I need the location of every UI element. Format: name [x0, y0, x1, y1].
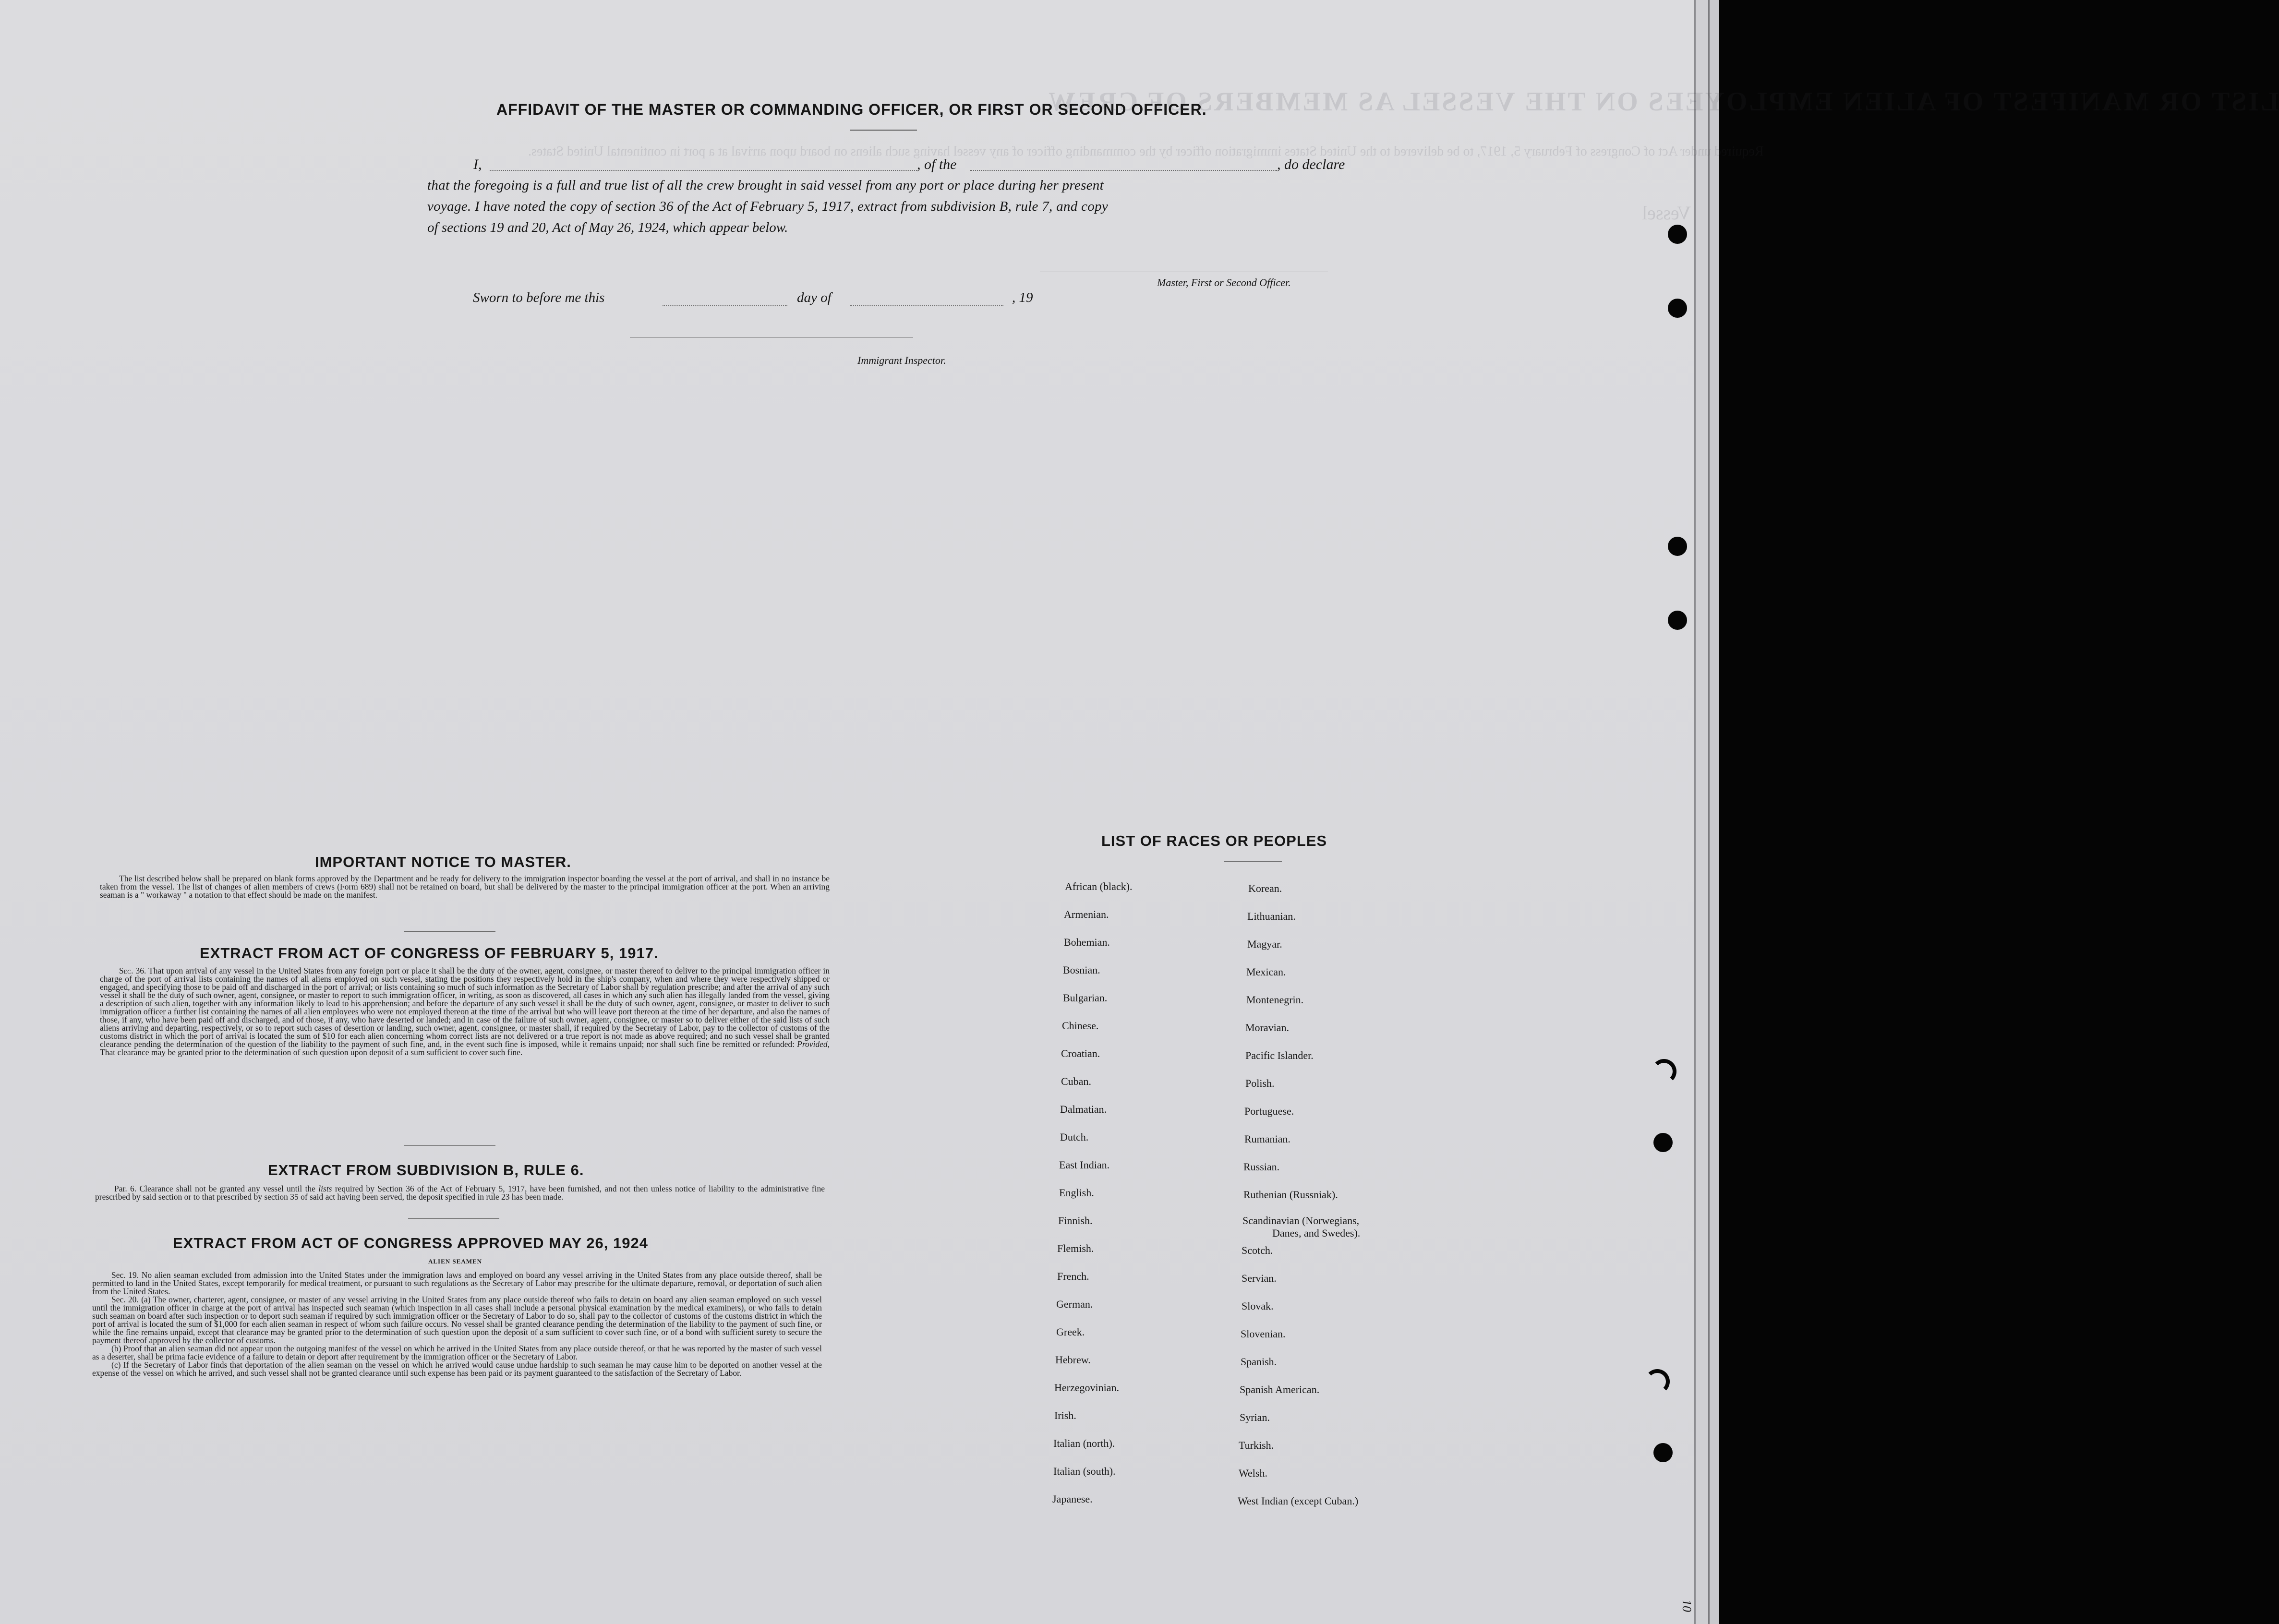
race-left-item: Bulgarian.: [1063, 992, 1108, 1004]
section-divider: [404, 931, 495, 932]
affidavit-i-label: I,: [473, 156, 482, 172]
race-right-item: Servian.: [1242, 1272, 1277, 1284]
race-left-item: English.: [1059, 1187, 1094, 1199]
margin-mark: 10: [1680, 1600, 1694, 1612]
race-right-item: Ruthenian (Russniak).: [1243, 1189, 1338, 1201]
affidavit-title: AFFIDAVIT OF THE MASTER OR COMMANDING OFFICER, OR FIRST OR SECOND OFFICER.: [496, 101, 1207, 118]
race-right-item: Moravian.: [1245, 1022, 1290, 1034]
sworn-label: Sworn to before me this: [473, 290, 605, 305]
master-signature-label: Master, First or Second Officer.: [1157, 277, 1291, 289]
name-blank: [490, 170, 917, 171]
race-left-item: East Indian.: [1059, 1159, 1110, 1171]
race-right-item: Portuguese.: [1244, 1105, 1294, 1117]
punch-hole: [1653, 1133, 1673, 1152]
section-20c-text: (c) If the Secretary of Labor finds that deportation of the alien seaman on the vessel on which he arrived would cause undue hardship to such seaman he may cause him to be deported on another vessel at the expense of the vessel on which he arrived, and such vessel shall not be granted clearance until such expense has been paid or its payment guaranteed to the satisfaction of the Secretary of Labor.: [92, 1360, 822, 1378]
page-edge: [1708, 0, 1719, 1624]
race-right-item: Slovenian.: [1241, 1328, 1286, 1340]
race-left-item: Flemish.: [1057, 1242, 1094, 1254]
extract-1924-body: [92, 1271, 822, 1377]
extract-1917-title: EXTRACT FROM ACT OF CONGRESS OF FEBRUARY 5, 1917.: [200, 945, 659, 962]
month-blank: [850, 305, 1003, 306]
affidavit-line-3: voyage. I have noted the copy of section 36 of the Act of February 5, 1917, extract from subdivision B, rule 7, and copy: [427, 199, 1109, 214]
race-left-item: Hebrew.: [1055, 1354, 1091, 1366]
section-36-text: That upon arrival of any vessel in the United States from any foreign port or place it shall be the duty of the owner, agent, consignee, or master thereof to deliver to the principal immigration officer in charge of the port of arrival lists containing the names of all aliens employed on such vessel, stating the positions they respectively hold in the ship's company, when and where they were respectively shipped or engaged, and specifying those to be paid off and discharged in the port of arrival; or lists containing so much of such information as the Secretary of Labor shall by regulation prescribe; and after the arrival of any such vessel it shall be the duty of such owner, agent, consignee, or master to report to such immigration officer, in writing, as soon as discovered, all cases in which any such alien has illegally landed from the vessel, giving a description of such alien, together with any information likely to lead to his apprehension; and before the departure of any such vessel it shall be the duty of such owner, agent, consignee, or master to deliver to such immigration officer a further list containing the names of all alien employees who were not employed thereon at the time of the arrival but who will leave port thereon at the time of her departure, and also the names of those, if any, who have been paid off and discharged, and of those, if any, who have deserted or landed; and in case of the failure of such owner, agent, consignee, or master so to deliver either of the said lists of such aliens arriving and departing, respectively, or so to report such cases of desertion or landing, such owner, agent, consignee, or master shall, if required by the Secretary of Labor, pay to the collector of customs of the customs district in which the port of arrival is located the sum of $10 for each alien concerning whom correct lists are not delivered or a true report is not made as above required; and no such vessel shall be granted clearance pending the determination of the question of the liability to the payment of such fine, and, in the event such fine is imposed, while it remains unpaid; nor shall such fine be remitted or refunded:: [100, 966, 830, 1049]
vessel-blank: [970, 170, 1277, 171]
race-left-item: Bohemian.: [1064, 936, 1110, 948]
rule6-text-b: required by Section 36 of the Act of February 5, 1917, have been furnished, and not then unless notice of liability to the administrative fine prescribed by said section or to that prescribed by section 35 of said act having been served, the deposit specified in rule 23 has been made.: [95, 1184, 825, 1202]
race-right-item: Pacific Islander.: [1245, 1049, 1314, 1061]
bleed-through-header: LIST OR MANIFEST OF ALIEN EMPLOYEES ON THE VESSEL AS MEMBERS OF CREW: [1047, 87, 2279, 117]
section-divider: [408, 1218, 499, 1219]
punch-hole-partial: [1652, 1059, 1676, 1084]
race-right-item: Mexican.: [1246, 966, 1286, 978]
race-left-item: African (black).: [1065, 880, 1133, 892]
race-left-item: Italian (south).: [1053, 1465, 1116, 1477]
race-left-item: Cuban.: [1061, 1075, 1091, 1087]
race-right-item: Rumanian.: [1244, 1133, 1290, 1145]
race-left-item: Japanese.: [1052, 1493, 1093, 1505]
extract-rule6-title: EXTRACT FROM SUBDIVISION B, RULE 6.: [268, 1162, 584, 1179]
day-of-label: day of: [797, 290, 832, 305]
punch-hole: [1668, 611, 1687, 630]
punch-hole: [1668, 225, 1687, 244]
race-right-item: Russian.: [1243, 1161, 1280, 1173]
affidavit-line-2: that the foregoing is a full and true list of all the crew brought in said vessel from any port or place during her present: [427, 178, 1104, 193]
race-right-item: Montenegrin.: [1246, 994, 1304, 1006]
race-left-item: Finnish.: [1058, 1215, 1093, 1227]
extract-rule6-body: [95, 1185, 825, 1201]
affidavit-of-the-label: , of the: [917, 156, 957, 172]
inspector-signature-label: Immigrant Inspector.: [857, 354, 946, 366]
race-left-item: Dalmatian.: [1060, 1103, 1107, 1115]
races-title-underline: [1224, 861, 1282, 862]
notice-title: IMPORTANT NOTICE TO MASTER.: [315, 854, 571, 870]
punch-hole: [1668, 537, 1687, 556]
race-left-item: German.: [1056, 1298, 1093, 1310]
section-19-text: Sec. 19. No alien seaman excluded from admission into the United States under the immigration laws and employed on board any vessel arriving in the United States from any place outside thereof, shall be permitted to land in the United States, except temporarily for medical treatment, or pursuant to such regulations as the Secretary of Labor may prescribe for the ultimate departure, removal, or deportation of such alien from the United States.: [92, 1270, 822, 1296]
page-edge: [1694, 0, 1708, 1624]
punch-hole-partial: [1645, 1369, 1670, 1394]
section-20b-text: (b) Proof that an alien seaman did not appear upon the outgoing manifest of the vessel on which he arrived in the United States from any place outside thereof, or that he was reported by the master of such vessel as a deserter, shall be prima facie evidence of a failure to detain or deport after requirement by the immigration officer or the Secretary of Labor.: [92, 1344, 822, 1361]
race-left-item: French.: [1057, 1270, 1089, 1282]
race-left-item: Chinese.: [1062, 1020, 1099, 1032]
section-36-tail: That clearance may be granted prior to the determination of such question upon deposit of a sum sufficient to cover such fine.: [100, 1047, 523, 1057]
race-right-item: Spanish.: [1241, 1356, 1277, 1368]
section-divider: [404, 1145, 495, 1146]
title-underline: [850, 130, 917, 131]
alien-seamen-subtitle: ALIEN SEAMEN: [428, 1258, 482, 1265]
race-left-item: Greek.: [1056, 1326, 1085, 1338]
rule6-text-a: Par. 6. Clearance shall not be granted any vessel until the: [114, 1184, 315, 1193]
race-left-item: Irish.: [1054, 1409, 1076, 1421]
race-left-item: Herzegovinian.: [1054, 1382, 1119, 1394]
race-right-item: West Indian (except Cuban.): [1238, 1495, 1359, 1507]
provided-word: Provided,: [797, 1039, 830, 1049]
race-left-item: Bosnian.: [1063, 964, 1100, 976]
lists-word: lists: [318, 1184, 332, 1193]
section-label: Sec. 36.: [119, 966, 146, 975]
notice-body: [100, 875, 830, 899]
affidavit-declare-label: , do declare: [1277, 156, 1345, 172]
bleed-through-vessel: Vessel: [1642, 202, 1691, 224]
punch-hole: [1653, 1443, 1673, 1462]
race-right-item: Danes, and Swedes).: [1272, 1227, 1361, 1239]
extract-1924-title: EXTRACT FROM ACT OF CONGRESS APPROVED MAY 26, 1924: [173, 1235, 648, 1251]
race-left-item: Croatian.: [1061, 1047, 1100, 1059]
race-left-item: Armenian.: [1064, 908, 1109, 920]
race-right-item: Scotch.: [1242, 1244, 1273, 1256]
punch-hole: [1668, 299, 1687, 318]
extract-1917-body: [100, 967, 830, 1057]
race-left-item: Italian (north).: [1053, 1437, 1115, 1449]
day-blank: [663, 305, 787, 306]
race-right-item: Magyar.: [1247, 938, 1282, 950]
race-left-item: Dutch.: [1060, 1131, 1089, 1143]
race-right-item: Slovak.: [1242, 1300, 1274, 1312]
affidavit-line-4: of sections 19 and 20, Act of May 26, 1924, which appear below.: [427, 220, 788, 235]
race-right-item: Polish.: [1245, 1077, 1275, 1089]
race-right-item: Welsh.: [1239, 1467, 1267, 1479]
race-right-item: Lithuanian.: [1247, 910, 1296, 922]
year-label: , 19: [1012, 290, 1033, 305]
race-right-item: Korean.: [1248, 882, 1282, 894]
notice-paragraph: The list described below shall be prepared on blank forms approved by the Department and be ready for delivery to the immigration inspector boarding the vessel at the port of arrival, and shall in no instance be taken from the vessel. The list of changes of alien members of crews (Form 689) shall not be retained on board, but shall be delivered by the master to the principal immigration officer at the port. When an arriving seaman is a " workaway " a notation to that effect should be made on the manifest.: [100, 874, 830, 900]
race-right-item: Spanish American.: [1240, 1383, 1320, 1395]
race-right-item: Turkish.: [1239, 1439, 1274, 1451]
race-right-item: Syrian.: [1240, 1411, 1270, 1423]
bleed-through-subheader: Required under Act of Congress of February 5, 1917, to be delivered to the United States immigration officer by the commanding officer of any vessel having such aliens on board upon arrival at a port in continental United States.: [528, 144, 1764, 159]
race-right-item: Scandinavian (Norwegians,: [1242, 1215, 1360, 1227]
races-title: LIST OF RACES OR PEOPLES: [1101, 832, 1327, 849]
section-20a-text: Sec. 20. (a) The owner, charterer, agent, consignee, or master of any vessel arriving in the United States from any place outside thereof who fails to detain on board any alien seaman employed on such vessel until the immigration officer in charge at the port of arrival has inspected such seaman (which inspection in all cases shall include a personal physical examination by the medical examiners), or who fails to detain such seaman on board after such inspection or to deport such seaman if required by such immigration officer or the Secretary of Labor to do so, shall pay to the collector of customs of the customs district in which the port of arrival is located the sum of $1,000 for each alien seaman in respect of whom such failure occurs. No vessel shall be granted clearance pending the determination of the liability to the payment of such fine, or while the fine remains unpaid, except that clearance may be granted prior to the determination of such question upon the deposit of a sum sufficient to cover such fine, or of a bond with sufficient surety to secure the payment thereof approved by the collector of customs.: [92, 1295, 822, 1345]
